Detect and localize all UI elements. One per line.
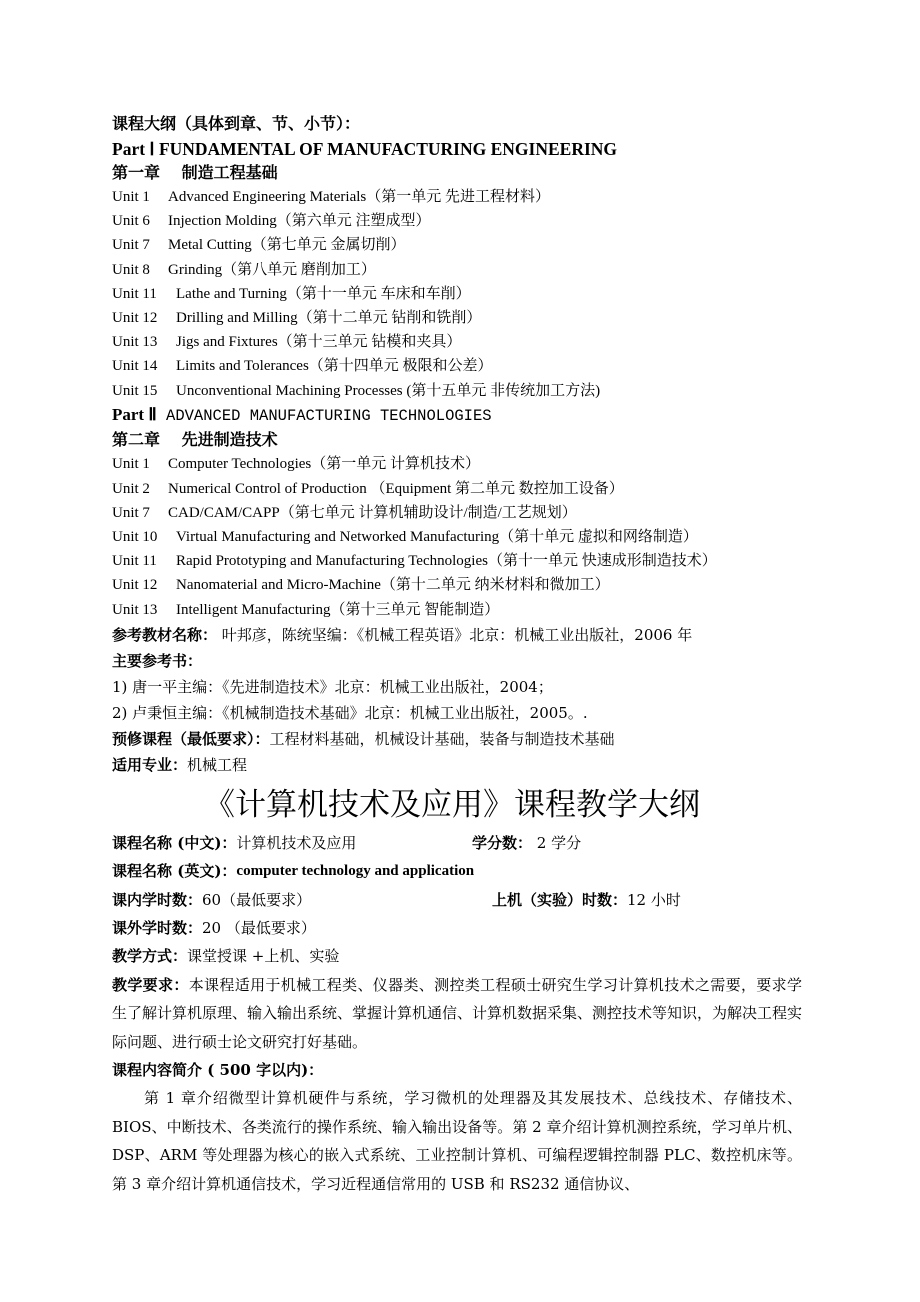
unit-text: Intelligent Manufacturing（第十三单元 智能制造） <box>176 601 500 618</box>
course-name-cn-row <box>112 829 802 857</box>
credit-value: 2 学分 <box>532 833 582 852</box>
textbook-value: 叶邦彦，陈统坚编：《机械工程英语》北京：机械工业出版社，2006 年 <box>217 625 693 644</box>
method-row <box>112 942 802 970</box>
list-item <box>112 306 802 330</box>
unit-text: Nanomaterial and Micro-Machine（第十二单元 纳米材料和微加工） <box>176 577 610 594</box>
major-label: 适用专业： <box>112 755 188 774</box>
summary-paragraph: 第 1 章介绍微型计算机硬件与系统，学习微机的处理器及其发展技术、总线技术、存储技术、BIOS、中断技术、各类流行的操作系统、输入输出设备等。第 2 章介绍计算机测控系统，学习单片机、DSP、ARM 等处理器为核心的嵌入式系统、工业控制计算机、可编程逻辑控制器 PLC、数控机床等。第 3 章介绍计算机通信技术，学习近程通信常用的 USB 和 RS232 通信协议、 <box>112 1089 802 1193</box>
lab-hours <box>492 886 681 914</box>
unit-text: CAD/CAM/CAPP（第七单元 计算机辅助设计/制造/工艺规划） <box>168 504 577 521</box>
unit-number: Unit 14 <box>112 358 158 375</box>
unit-number: Unit 6 <box>112 213 150 230</box>
document-page <box>112 112 802 1198</box>
part2-label: Part Ⅱ <box>112 404 157 424</box>
list-item <box>112 452 802 476</box>
unit-number: Unit 13 <box>112 601 158 618</box>
lab-hours-value: 12 小时 <box>627 890 681 909</box>
credit-label: 学分数： <box>472 833 533 852</box>
major-value: 机械工程 <box>187 755 248 774</box>
part2-heading-text: ADVANCED MANUFACTURING TECHNOLOGIES <box>156 406 492 425</box>
prerequisite-line <box>112 726 802 752</box>
unit-text: Drilling and Milling（第十二单元 钻削和铣削） <box>176 310 482 327</box>
unit-text: Grinding（第八单元 磨削加工） <box>168 261 376 278</box>
part1-title: Part Ⅰ FUNDAMENTAL OF MANUFACTURING ENGINEERING <box>112 138 618 159</box>
summary-label: 课程内容简介 ( 500 字以内)： <box>112 1061 324 1079</box>
unit-number: Unit 11 <box>112 553 157 570</box>
textbook-label: 参考教材名称： <box>112 625 218 644</box>
course-name-en-row <box>112 857 802 885</box>
unit-number: Unit 1 <box>112 456 150 473</box>
unit-number: Unit 8 <box>112 261 150 278</box>
hours-out-label: 课外学时数： <box>112 918 203 937</box>
list-item <box>112 209 802 233</box>
unit-number: Unit 11 <box>112 285 157 302</box>
unit-number: Unit 12 <box>112 310 158 327</box>
outline-heading: 课程大纲（具体到章、节、小节）： <box>112 114 361 133</box>
list-item <box>112 501 802 525</box>
course-name-en-value: computer technology and application <box>236 863 475 880</box>
hours-in-label: 课内学时数： <box>112 890 203 909</box>
requirement-paragraph <box>112 971 802 1056</box>
list-item <box>112 282 802 306</box>
list-item <box>112 477 802 501</box>
unit-text: Injection Molding（第六单元 注塑成型） <box>168 213 431 230</box>
unit-number: Unit 10 <box>112 528 158 545</box>
unit-text: Unconventional Machining Processes (第十五单元 非传统加工方法) <box>176 382 601 399</box>
unit-text: Limits and Tolerances（第十四单元 极限和公差） <box>176 358 493 375</box>
list-item <box>112 598 802 622</box>
part1-chapter: 第一章 制造工程基础 <box>112 162 278 182</box>
unit-number: Unit 1 <box>112 189 150 205</box>
unit-text: Lathe and Turning（第十一单元 车床和车削） <box>176 285 471 302</box>
hours-in-value: 60（最低要求） <box>202 890 312 909</box>
list-item <box>112 379 802 403</box>
part2-title <box>112 403 802 428</box>
unit-text: Metal Cutting（第七单元 金属切削） <box>168 237 406 254</box>
list-item <box>112 258 802 282</box>
references-label: 主要参考书： <box>112 651 203 670</box>
course-name-cn-value: 计算机技术及应用 <box>236 833 357 852</box>
list-item <box>112 185 802 209</box>
method-value: 课堂授课 +上机、实验 <box>187 947 340 966</box>
unit-number: Unit 7 <box>112 237 150 254</box>
course-name-en-label: 课程名称 (英文)： <box>112 862 237 881</box>
course-name-cn-label: 课程名称 (中文)： <box>112 833 237 852</box>
course-title: 《计算机技术及应用》课程教学大纲 <box>204 786 700 823</box>
prerequisite-value: 工程材料基础，机械设计基础，装备与制造技术基础 <box>269 729 615 748</box>
list-item <box>112 549 802 573</box>
part2-chapter: 第二章 先进制造技术 <box>112 429 278 449</box>
unit-text: Jigs and Fixtures（第十三单元 钻模和夹具） <box>176 334 462 351</box>
requirement-label: 教学要求： <box>112 975 189 994</box>
list-item <box>112 233 802 257</box>
unit-text: Computer Technologies（第一单元 计算机技术） <box>168 456 480 473</box>
unit-text: Virtual Manufacturing and Networked Manufacturing（第十单元 虚拟和网络制造） <box>176 528 698 545</box>
method-label: 教学方式： <box>112 947 188 966</box>
major-line <box>112 752 802 778</box>
part1-unit-list <box>112 185 802 403</box>
unit-text: Rapid Prototyping and Manufacturing Technologies（第十一单元 快速成形制造技术） <box>176 553 717 570</box>
hours-row <box>112 886 802 914</box>
textbook-line <box>112 622 802 648</box>
course-name-cn <box>112 829 472 857</box>
list-item <box>112 330 802 354</box>
unit-number: Unit 7 <box>112 504 150 521</box>
requirement-value: 本课程适用于机械工程类、仪器类、测控类工程硕士研究生学习计算机技术之需要，要求学生了解计算机原理、输入输出系统、掌握计算机通信、计算机数据采集、测控技术等知识，为解决工程实际问题、进行硕士论文研究打好基础。 <box>112 975 803 1051</box>
reference-item: 2) 卢秉恒主编：《机械制造技术基础》北京：机械工业出版社，2005。. <box>112 703 588 722</box>
prerequisite-label: 预修课程（最低要求）： <box>112 729 270 748</box>
list-item <box>112 525 802 549</box>
hours-in <box>112 886 492 914</box>
unit-number: Unit 12 <box>112 577 158 594</box>
unit-number: Unit 15 <box>112 382 158 399</box>
lab-hours-label: 上机（实验）时数： <box>492 890 628 909</box>
hours-out-value: 20 （最低要求） <box>202 918 316 937</box>
credit <box>472 829 581 857</box>
reference-item: 1) 唐一平主编：《先进制造技术》北京：机械工业出版社，2004； <box>112 677 553 696</box>
unit-number: Unit 13 <box>112 334 158 351</box>
unit-text: Advanced Engineering Materials（第一单元 先进工程材料） <box>168 189 551 205</box>
list-item <box>112 354 802 378</box>
list-item <box>112 573 802 597</box>
unit-text: Numerical Control of Production （Equipment 第二单元 数控加工设备） <box>168 480 624 497</box>
part2-unit-list <box>112 452 802 621</box>
hours-out-row <box>112 914 802 942</box>
unit-number: Unit 2 <box>112 480 150 497</box>
